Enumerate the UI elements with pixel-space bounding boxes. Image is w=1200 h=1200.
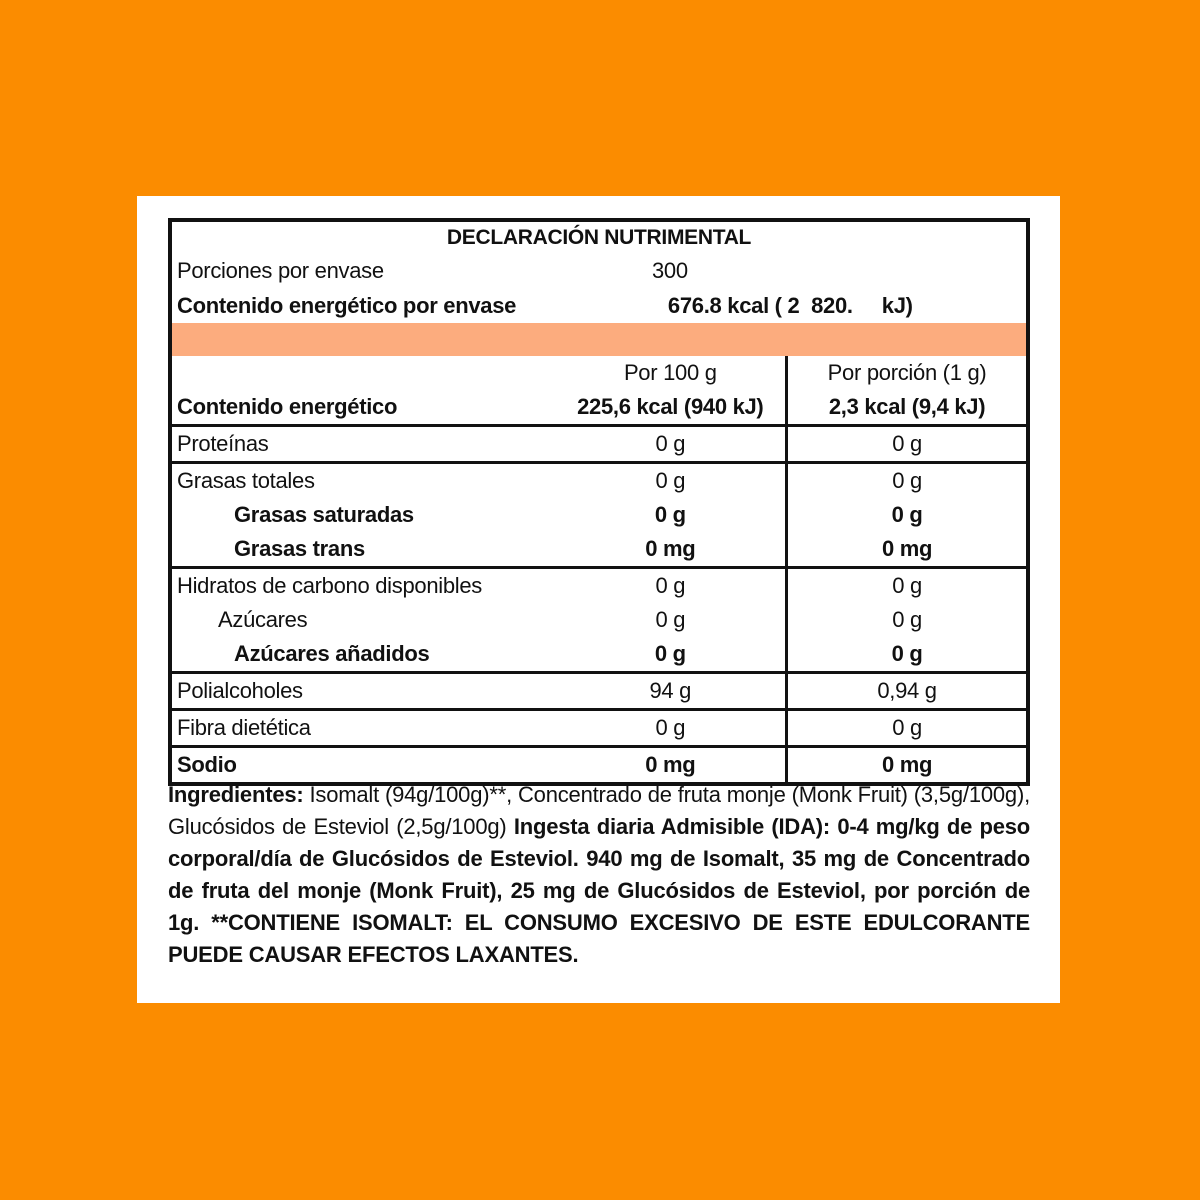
row-per-100g: 0 g <box>655 573 686 598</box>
row-per-portion: 0 mg <box>785 748 1026 782</box>
energy-per-package-value: 676.8 kcal ( 2 820. kJ) <box>667 293 913 318</box>
row-per-portion: 0 g <box>785 603 1026 637</box>
row-label: Grasas trans <box>234 536 365 561</box>
energy-per-portion: 2,3 kcal (9,4 kJ) <box>785 390 1026 424</box>
row-per-100g: 0 g <box>655 715 686 740</box>
servings-per-package-row <box>172 253 1026 288</box>
table-row-fibra <box>172 711 1026 745</box>
protein-block <box>172 424 1026 461</box>
energy-label: Contenido energético <box>177 394 398 419</box>
table-row-proteinas <box>172 427 1026 461</box>
column-header-spacer <box>172 356 555 390</box>
row-label: Grasas saturadas <box>234 502 414 527</box>
row-per-100g: 0 g <box>654 502 686 527</box>
row-per-100g: 0 g <box>654 641 686 666</box>
table-row-grasas-saturadas <box>172 498 1026 532</box>
row-per-portion: 0 g <box>785 498 1026 532</box>
energy-row <box>172 390 1026 424</box>
sodium-block <box>172 745 1026 782</box>
table-row-sodio <box>172 748 1026 782</box>
row-per-100g: 94 g <box>649 678 692 703</box>
row-label: Azúcares <box>218 607 308 632</box>
nutrition-table <box>168 218 1030 786</box>
table-row-hidratos <box>172 569 1026 603</box>
row-label: Proteínas <box>177 431 269 456</box>
table-row-polialcoholes <box>172 674 1026 708</box>
energy-per-100g: 225,6 kcal (940 kJ) <box>577 394 764 419</box>
row-per-100g: 0 mg <box>645 752 696 777</box>
table-row-azucares <box>172 603 1026 637</box>
fiber-block <box>172 708 1026 745</box>
label-panel <box>137 196 1060 1003</box>
row-per-portion: 0 g <box>785 427 1026 461</box>
row-per-portion: 0 mg <box>785 532 1026 566</box>
row-per-portion: 0 g <box>785 464 1026 498</box>
row-label: Sodio <box>177 752 237 777</box>
servings-label: Porciones por envase <box>177 258 384 283</box>
row-label: Hidratos de carbono disponibles <box>177 573 483 598</box>
row-per-portion: 0 g <box>785 569 1026 603</box>
ingredients-lead: Ingredientes: <box>168 782 304 807</box>
row-label: Polialcoholes <box>177 678 303 703</box>
row-per-100g: 0 g <box>655 431 686 456</box>
ingredients-paragraph <box>168 779 1030 971</box>
row-per-100g: 0 g <box>655 607 686 632</box>
ingredients-regular-text: Isomalt (94g/100g)**, Concentrado de fruta monje (Monk Fruit) (3,5g/100g), Glucósidos de Esteviol (2,5g/100g) <box>168 782 1030 839</box>
table-row-azucares-anadidos <box>172 637 1026 671</box>
accent-band <box>172 323 1026 356</box>
row-per-portion: 0,94 g <box>785 674 1026 708</box>
table-title: DECLARACIÓN NUTRIMENTAL <box>446 226 752 249</box>
fats-block <box>172 461 1026 566</box>
polyols-block <box>172 671 1026 708</box>
col-header-per-portion: Por porción (1 g) <box>785 356 1026 390</box>
row-per-portion: 0 g <box>785 711 1026 745</box>
col-header-per-100g: Por 100 g <box>623 360 717 385</box>
energy-per-package-row <box>172 288 1026 323</box>
table-row-grasas-trans <box>172 532 1026 566</box>
servings-value: 300 <box>651 258 688 283</box>
column-header-block <box>172 356 1026 424</box>
row-label: Fibra dietética <box>177 715 311 740</box>
column-header-row <box>172 356 1026 390</box>
row-per-portion: 0 g <box>785 637 1026 671</box>
row-label: Azúcares añadidos <box>234 641 430 666</box>
carbohydrates-block <box>172 566 1026 671</box>
ingredients-bold-text: Ingesta diaria Admisible (IDA): 0-4 mg/kg de peso corporal/día de Glucósidos de Esteviol. 940 mg de Isomalt, 35 mg de Concentrado de fruta del monje (Monk Fruit), 25 mg de Glucósidos de Esteviol, por porción de 1g. **CONTIENE ISOMALT: EL CONSUMO EXCESIVO DE ESTE EDULCORANTE PUEDE CAUSAR EFECTOS LAXANTES. <box>168 814 1030 967</box>
row-label: Grasas totales <box>177 468 315 493</box>
energy-per-package-label: Contenido energético por envase <box>177 293 517 318</box>
table-row-grasas-totales <box>172 464 1026 498</box>
row-per-100g: 0 g <box>655 468 686 493</box>
row-per-100g: 0 mg <box>645 536 696 561</box>
